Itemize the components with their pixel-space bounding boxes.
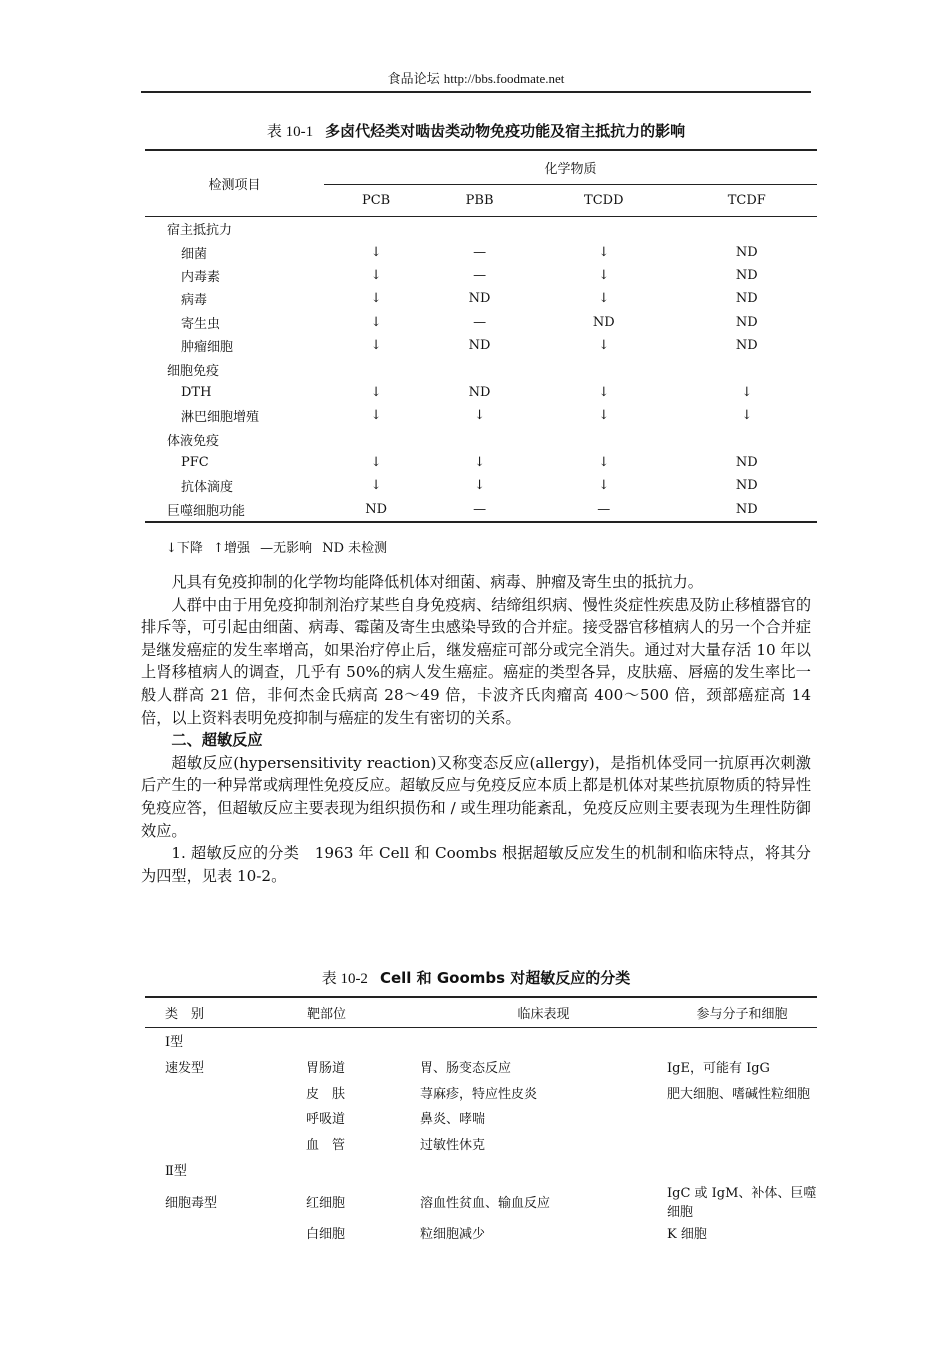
table1-cell [677, 428, 817, 451]
table1-row [145, 217, 817, 241]
table1-cell: ↓ [370, 244, 382, 260]
table1-row-label: DTH [181, 384, 212, 400]
table1-group-label: 细胞免疫 [167, 363, 220, 379]
table1-cell: ↓ [598, 267, 610, 283]
table2-cell: 白细胞 [306, 1227, 346, 1243]
table1-cell [677, 217, 817, 241]
table1-row [145, 381, 817, 404]
table1-cell: ↓ [741, 384, 753, 400]
legend-up: ↑增强 [213, 541, 250, 556]
paragraph-4: 1. 超敏反应的分类 1963 年 Cell 和 Coombs 根据超敏反应发生的机制和临床特点，将其分为四型，见表 10-2。 [141, 844, 811, 885]
table1-cell: ND [468, 338, 491, 354]
table1-row [145, 334, 817, 357]
table1-cell: ND [735, 501, 758, 517]
table1-cell: ND [735, 267, 758, 283]
table1-cell: ND [735, 314, 758, 330]
table1-row [145, 474, 817, 497]
table2-cell [420, 1156, 667, 1182]
table1-cell: ND [735, 478, 758, 494]
table2-cell: 皮 肤 [306, 1086, 346, 1102]
table1-row [145, 264, 817, 287]
table1-cell: ↓ [370, 314, 382, 330]
table1-cell: — [473, 267, 487, 283]
table2-row [145, 1220, 817, 1246]
table1-cell: ↓ [370, 408, 382, 424]
table1-caption-title: 多卤代烃类对啮齿类动物免疫功能及宿主抵抗力的影响 [325, 122, 686, 140]
table2-cell [306, 1028, 420, 1054]
table2-cell: Ⅱ型 [165, 1163, 187, 1179]
table2-cell [145, 1131, 306, 1157]
table1-cell: — [597, 501, 611, 517]
table1-legend [166, 537, 393, 556]
table1-cell: ND [365, 501, 387, 517]
table1-cell: ↓ [474, 408, 486, 424]
table1-col-tcdd: TCDD [531, 185, 677, 217]
table1-cell: ↓ [370, 384, 382, 400]
table1-cell: ↓ [370, 478, 382, 494]
table2-cell [145, 1220, 306, 1246]
table2-cell: Ⅰ型 [165, 1035, 184, 1051]
paragraph-3: 超敏反应(hypersensitivity reaction)又称变态反应(allergy)，是指机体受同一抗原再次刺激后产生的一种异常或病理性免疫反应。超敏反应与免疫反应本质上都是机体对某些抗原物质的特异性免疫应答，但超敏反应主要表现为组织损伤和 / 或生理功能紊乱，免疫反应则主要表现为生理性防御效应。 [141, 753, 811, 840]
table1-cell [428, 428, 531, 451]
table1-cell: — [473, 501, 487, 517]
table1-row-label: 寄生虫 [181, 316, 221, 332]
table1-cell: — [473, 244, 487, 260]
table1-row [145, 451, 817, 474]
header-site: 食品论坛 [387, 72, 440, 87]
table1-cell: ND [735, 338, 758, 354]
table2-cell [145, 1105, 306, 1131]
table2-cell: 过敏性休克 [420, 1138, 486, 1154]
table2-row [145, 1182, 817, 1220]
table2-cell [145, 1079, 306, 1105]
table2-row [145, 1131, 817, 1157]
table1-cell: ↓ [598, 338, 610, 354]
table1-caption [141, 120, 811, 141]
table2-cell [667, 1156, 817, 1182]
table1-group-label: 体液免疫 [167, 433, 220, 449]
table1-row-label: PFC [181, 455, 209, 471]
table2-col-clinical: 临床表现 [420, 997, 667, 1028]
table1-cell: ↓ [474, 478, 486, 494]
table2-cell: IgC 或 IgM、补体、巨噬细胞 [667, 1186, 817, 1221]
table1-cell [324, 428, 428, 451]
table2-caption-title: Cell 和 Goombs 对超敏反应的分类 [379, 969, 631, 987]
table2-cell [667, 1131, 817, 1157]
page-header [141, 68, 811, 93]
table1-row-label: 内毒素 [181, 269, 221, 285]
table2-caption [141, 967, 811, 988]
table2-cell: 胃、肠变态反应 [420, 1061, 512, 1077]
table1-row-label: 抗体滴度 [181, 480, 234, 496]
table2-row [145, 1156, 817, 1182]
table2-cell: 血 管 [306, 1138, 346, 1154]
table1-row [145, 498, 817, 522]
table1 [145, 149, 817, 523]
table2-row [145, 1079, 817, 1105]
table1-cell: ND [468, 291, 491, 307]
table1-cell: ↓ [370, 291, 382, 307]
table1-group-label: 巨噬细胞功能 [167, 503, 246, 519]
table2-cell: 鼻炎、哮喘 [420, 1112, 486, 1128]
table1-row [145, 357, 817, 380]
table1-col-pbb: PBB [428, 185, 531, 217]
table2-col-molecules: 参与分子和细胞 [667, 997, 817, 1028]
table2-cell: 速发型 [165, 1061, 205, 1077]
table1-cell [531, 428, 677, 451]
table1-cell: ↓ [741, 408, 753, 424]
table2-row [145, 1028, 817, 1054]
table2-col-target: 靶部位 [306, 997, 420, 1028]
table1-cell: ↓ [598, 455, 610, 471]
table1-cell [677, 357, 817, 380]
table1-col-group: 化学物质 [324, 150, 817, 185]
table1-cell: ↓ [370, 338, 382, 354]
table1-cell: — [473, 314, 487, 330]
table2-cell: 粒细胞减少 [420, 1227, 486, 1243]
table1-cell [531, 357, 677, 380]
table1-row [145, 287, 817, 310]
table1-cell: ↓ [598, 244, 610, 260]
table2-cell: 溶血性贫血、输血反应 [420, 1195, 551, 1211]
table1-row-label: 淋巴细胞增殖 [181, 410, 260, 426]
table1-cell: ↓ [598, 291, 610, 307]
legend-down: ↓下降 [166, 541, 203, 556]
table1-cell: ND [468, 384, 491, 400]
table1-cell [324, 217, 428, 241]
table1-row [145, 240, 817, 263]
table2-cell: K 细胞 [667, 1227, 707, 1243]
table1-cell: ↓ [598, 478, 610, 494]
table1-cell: ↓ [598, 408, 610, 424]
table2-row [145, 1054, 817, 1080]
paragraph-2: 人群中由于用免疫抑制剂治疗某些自身免疫病、结缔组织病、慢性炎症性疾患及防止移植器官的排斥等，可引起由细菌、病毒、霉菌及寄生虫感染导致的合并症。接受器官移植病人的另一个合并症是继发癌症的发生率增高，如果治疗停止后，继发癌症可部分或完全消失。通过对大量存活 10 年以上肾移植病人的调查，几乎有 50%的病人发生癌症。癌症的类型各异，皮肤癌、唇癌的发生率比一般人群高 21 倍，非何杰金氏病高 28～49 倍，卡波齐氏肉瘤高 400～500 倍，颈部癌症高 14 倍，以上资料表明免疫抑制与癌症的发生有密切的关系。 [141, 595, 811, 727]
table1-row-label: 细菌 [181, 246, 208, 262]
table1-cell: ↓ [474, 455, 486, 471]
table1-col-item: 检测项目 [145, 150, 324, 217]
table2-cell: 呼吸道 [306, 1112, 346, 1128]
table1-cell: ND [592, 314, 615, 330]
table1-cell [428, 357, 531, 380]
table2-cell: 肥大细胞、嗜碱性粒细胞 [667, 1086, 811, 1102]
table1-row [145, 404, 817, 427]
legend-nd: ND 未检测 [322, 541, 388, 556]
table1-cell: ↓ [370, 455, 382, 471]
table1-cell [531, 217, 677, 241]
table2-col-category: 类 别 [145, 997, 306, 1028]
table1-col-tcdf: TCDF [677, 185, 817, 217]
table2 [145, 996, 817, 1246]
table1-cell: ND [735, 291, 758, 307]
table2-caption-num: 表 10-2 [321, 971, 368, 987]
table1-cell [428, 217, 531, 241]
table1-group-label: 宿主抵抗力 [167, 223, 233, 239]
table1-row [145, 428, 817, 451]
table2-row [145, 1105, 817, 1131]
table2-cell [667, 1028, 817, 1054]
table1-cell [324, 357, 428, 380]
table1-cell: ND [735, 455, 758, 471]
table1-row [145, 311, 817, 334]
table2-cell: 胃肠道 [306, 1061, 346, 1077]
header-url: http://bbs.foodmate.net [443, 71, 565, 86]
table2-cell [420, 1028, 667, 1054]
table2-cell [667, 1105, 817, 1131]
table1-col-pcb: PCB [324, 185, 428, 217]
table2-cell: 细胞毒型 [165, 1195, 218, 1211]
body-text [141, 571, 811, 887]
table1-caption-num: 表 10-1 [266, 124, 314, 140]
table1-row-label: 肿瘤细胞 [181, 340, 234, 356]
table1-row-label: 病毒 [181, 293, 208, 309]
table2-cell: 红细胞 [306, 1195, 346, 1211]
table1-cell: ↓ [370, 267, 382, 283]
legend-none: —无影响 [260, 541, 313, 556]
table1-cell: ND [735, 244, 758, 260]
table2-cell [306, 1156, 420, 1182]
paragraph-1: 凡具有免疫抑制的化学物均能降低机体对细菌、病毒、肿瘤及寄生虫的抵抗力。 [171, 573, 703, 591]
table2-cell: IgE，可能有 IgG [667, 1061, 770, 1077]
table2-cell: 荨麻疹，特应性皮炎 [420, 1086, 538, 1102]
table1-cell: ↓ [598, 384, 610, 400]
section-heading: 二、超敏反应 [171, 731, 263, 750]
